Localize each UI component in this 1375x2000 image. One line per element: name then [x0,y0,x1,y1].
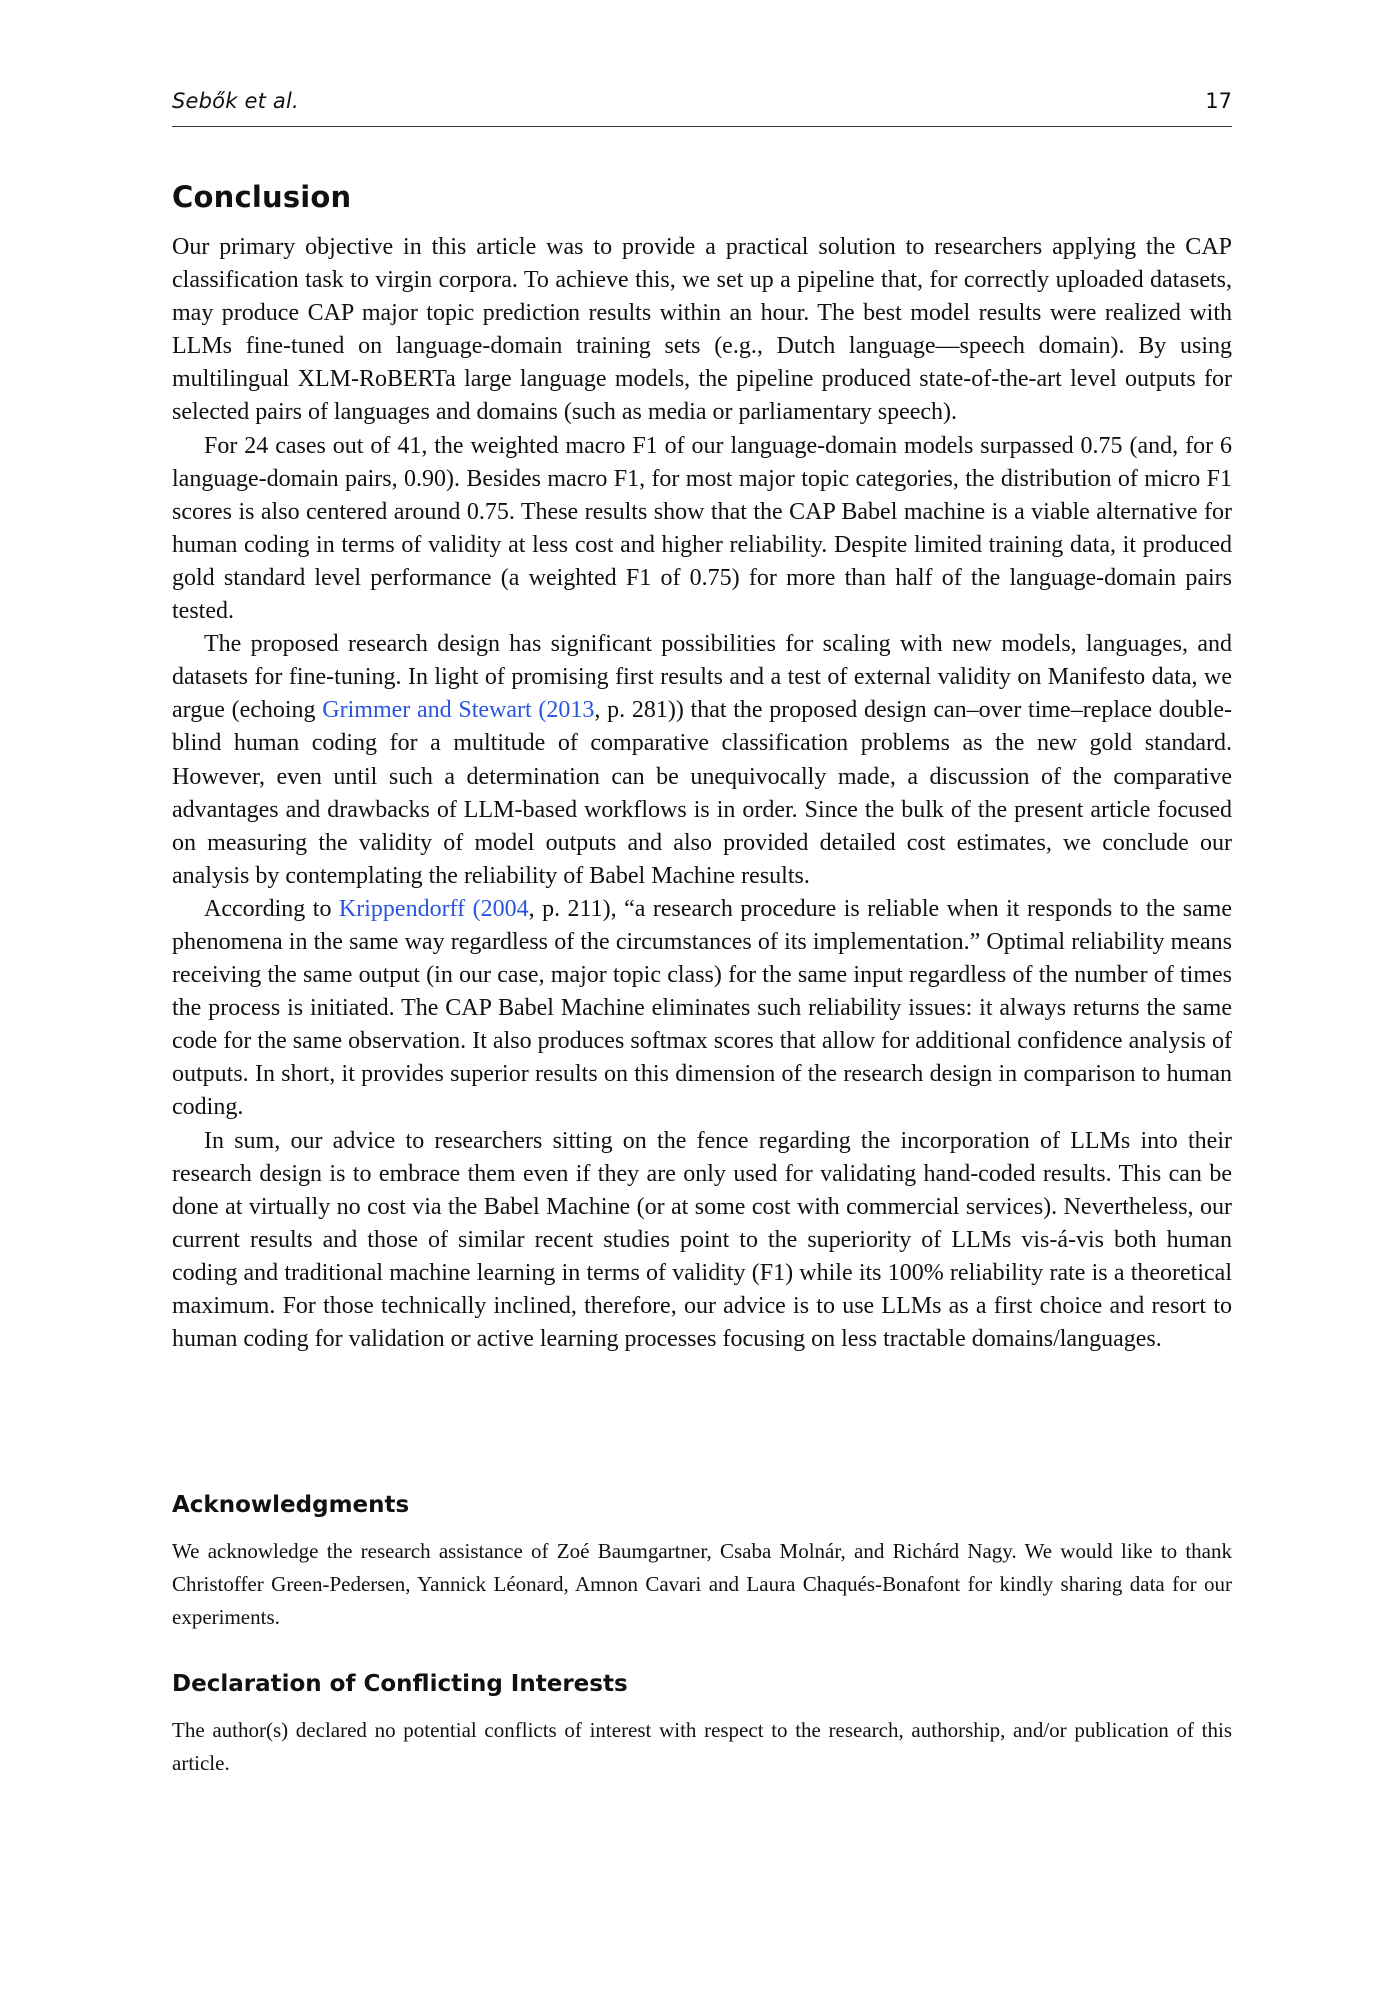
paragraph-3-text-end: , p. 281)) that the proposed design can–over time–replace double-blind human coding for a multitude of comparative classification problems as the new gold standard. However, even until such a determination can be unequivocally made, a discussion of the comparative advantages and drawbacks of LLM-based workflows is in order. Since the bulk of the present article focused on measuring the validity of model outputs and also provided detailed cost estimates, we conclude our analysis by contemplating the reliability of Babel Machine results. [172,697,1233,889]
citation-link-krippendorff[interactable]: Krippendorff (2004 [338,895,529,922]
conclusion-body [172,231,1232,1356]
running-header-authors: Sebők et al. [172,89,299,113]
conclusion-paragraph-3 [172,628,1232,893]
declaration-body [172,1714,1232,1780]
paragraph-4-text-start: According to [204,895,339,922]
declaration-heading: Declaration of Conflicting Interests [172,1671,628,1697]
declaration-text: The author(s) declared no potential conflicts of interest with respect to the research, authorship, and/or publication of this article. [172,1718,1232,1776]
conclusion-paragraph-1: Our primary objective in this article was to provide a practical solution to researchers applying the CAP classification task to virgin corpora. To achieve this, we set up a pipeline that, for correctly uploaded datasets, may produce CAP major topic prediction results within an hour. The best model results were realized with LLMs fine-tuned on language-domain training sets (e.g., Dutch language—speech domain). By using multilingual XLM-RoBERTa large language models, the pipeline produced state-of-the-art level outputs for selected pairs of languages and domains (such as media or parliamentary speech). [172,234,1232,426]
paragraph-3-text-start: The proposed research design has significant possibilities for scaling with new models, languages, and datasets for fine-tuning. In light of promising first results and a test of external validity on Manifesto data, we argue (echoing [172,631,1232,724]
running-header [172,86,1232,127]
conclusion-paragraph-4 [172,893,1232,1125]
page-number: 17 [1205,89,1232,113]
conclusion-paragraph-5: In sum, our advice to researchers sitting on the fence regarding the incorporation of LLMs into their research design is to embrace them even if they are only used for validating hand-coded results. This can be done at virtually no cost via the Babel Machine (or at some cost with commercial services). Nevertheless, our current results and those of similar recent studies point to the superiority of LLMs vis-á-vis both human coding and traditional machine learning in terms of validity (F1) while its 100% reliability rate is a theoretical maximum. For those technically inclined, therefore, our advice is to use LLMs as a first choice and resort to human coding for validation or active learning processes focusing on less tractable domains/languages. [172,1127,1232,1353]
conclusion-paragraph-2: For 24 cases out of 41, the weighted macro F1 of our language-domain models surpassed 0.75 (and, for 6 language-domain pairs, 0.90). Besides macro F1, for most major topic categories, the distribution of micro F1 scores is also centered around 0.75. These results show that the CAP Babel machine is a viable alternative for human coding in terms of validity at less cost and higher reliability. Despite limited training data, it produced gold standard level performance (a weighted F1 of 0.75) for more than half of the language-domain pairs tested. [172,432,1232,625]
citation-link-grimmer-stewart[interactable]: Grimmer and Stewart (2013 [322,697,595,724]
acknowledgments-heading: Acknowledgments [172,1492,410,1518]
conclusion-heading: Conclusion [172,180,352,214]
acknowledgments-text: We acknowledge the research assistance of Zoé Baumgartner, Csaba Molnár, and Richárd Nagy. We would like to thank Christoffer Green-Pedersen, Yannick Léonard, Amnon Cavari and Laura Chaqués-Bonafont for kindly sharing data for our experiments. [172,1539,1232,1630]
acknowledgments-body [172,1535,1232,1635]
paragraph-4-text-end: , p. 211), “a research procedure is reliable when it responds to the same phenomena in the same way regardless of the circumstances of its implementation.” Optimal reliability means receiving the same output (in our case, major topic class) for the same input regardless of the number of times the process is initiated. The CAP Babel Machine eliminates such reliability issues: it always returns the same code for the same observation. It also produces softmax scores that allow for additional confidence analysis of outputs. In short, it provides superior results on this dimension of the research design in comparison to human coding. [172,895,1233,1121]
